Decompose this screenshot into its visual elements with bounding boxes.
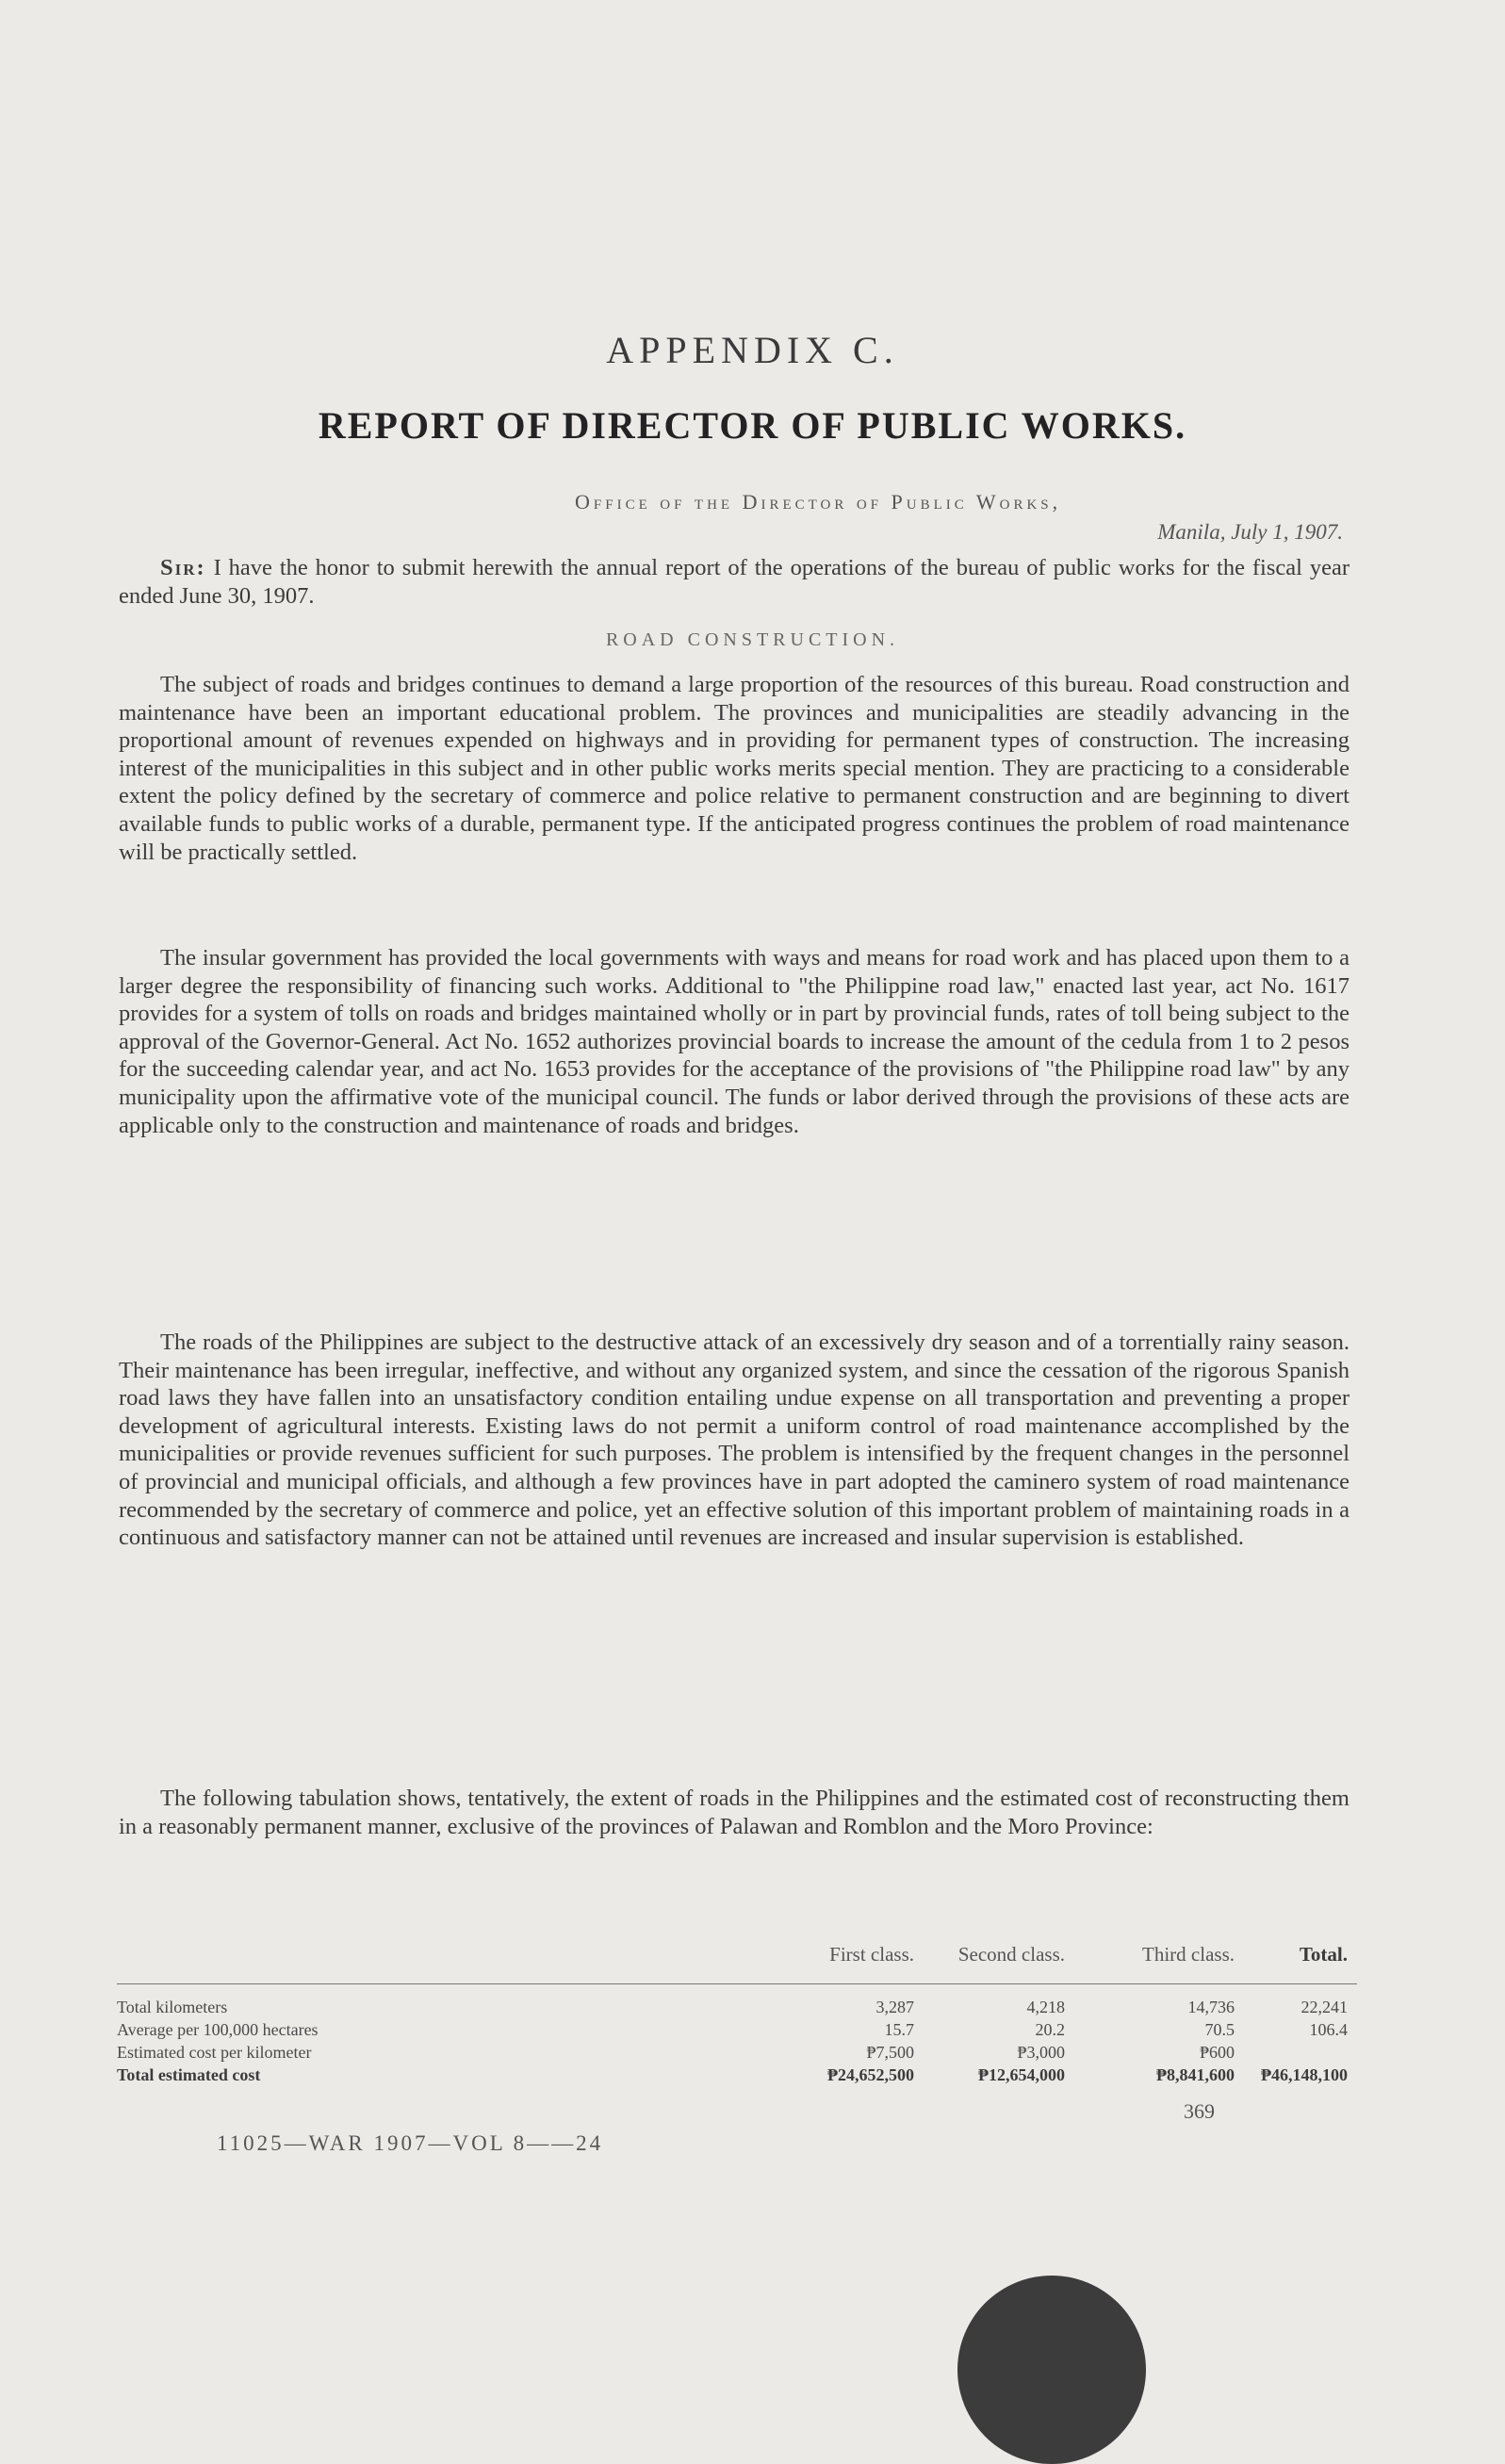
paragraph-text: The subject of roads and bridges continues to demand a large proportion of the resources of this bureau. Road construction and maintenance have been an important educational problem. The provinces and municipalities are steadily advancing in the proportional amount of revenues expended on highways and in providing for permanent types of construction. The increasing interest of the municipalities in this subject and in other public works merits special mention. They are practicing to a considerable extent the policy defined by the secretary of commerce and police relative to permanent construction and are beginning to divert available funds to public works of a durable, permanent type. If the anticipated progress continues the problem of road maintenance will be practically settled. <box>119 672 1350 865</box>
label-header <box>117 1943 792 1984</box>
paragraph-text: The roads of the Philippines are subject to the destructive attack of an excessively dry season and of a torrentially rainy season. Their maintenance has been irregular, ineffective, and without any organized system, and since the cessation of the rigorous Spanish road laws they have fallen into an unsatisfactory condition entailing undue expense on all transportation and preventing a proper development of agricultural interests. Existing laws do not permit a uniform control of road maintenance accomplished by the municipalities or provide revenues sufficient for such purposes. The problem is intensified by the frequent changes in the personnel of provincial and municipal officials, and although a few provinces have in part adopted the caminero system of road maintenance recommended by the secretary of commerce and police, yet an effective solution of this important problem of maintaining roads in a continuous and satisfactory manner can not be attained until revenues are increased and insular supervision is established. <box>119 1330 1350 1551</box>
cell-second: 4,218 <box>1026 1998 1065 2016</box>
cell-third: 70.5 <box>1204 2020 1235 2039</box>
table-row <box>117 1984 1357 2019</box>
row-label: Average per 100,000 hectares <box>117 2020 319 2039</box>
paragraph-text: The following tabulation shows, tentatively, the extent of roads in the Philippines and the estimated cost of reconstructing them in a reasonably permanent manner, exclusive of the provinces of Palawan and Romblon and the Moro Province: <box>119 1786 1350 1839</box>
page-number: 369 <box>1184 2099 1215 2123</box>
header-total: Total. <box>1244 1943 1357 1984</box>
table-header-row <box>117 1943 1357 1984</box>
cell-second: ₱12,654,000 <box>978 2065 1065 2084</box>
cell-first: ₱24,652,500 <box>827 2065 914 2084</box>
cell-second: 20.2 <box>1035 2020 1065 2039</box>
table-row <box>117 2064 1357 2086</box>
row-label: Total kilometers <box>117 1998 228 2016</box>
cell-first: ₱7,500 <box>866 2043 914 2062</box>
dateline: Manila, July 1, 1907. <box>1157 520 1343 544</box>
paragraph-4 <box>119 1785 1350 1840</box>
roads-table <box>117 1943 1357 2086</box>
salutation-sir: Sir: <box>160 555 206 580</box>
table-row <box>117 2018 1357 2041</box>
cell-total: 22,241 <box>1301 1998 1348 2016</box>
printer-signature: 11025—WAR 1907—VOL 8——24 <box>217 2131 604 2155</box>
cell-third: 14,736 <box>1187 1998 1235 2016</box>
paragraph-2 <box>119 944 1350 1139</box>
paragraph-3 <box>119 1329 1350 1552</box>
table-row <box>117 2041 1357 2064</box>
cell-total: 106.4 <box>1309 2020 1348 2039</box>
salutation <box>119 554 1350 610</box>
header-second-class: Second class. <box>924 1943 1074 1984</box>
cell-third: ₱8,841,600 <box>1156 2065 1235 2084</box>
office-line: Office of the Director of Public Works, <box>575 490 1062 514</box>
cell-total <box>1244 2041 1357 2064</box>
stamp-mark <box>957 2276 1146 2464</box>
salutation-text: I have the honor to submit herewith the annual report of the operations of the bureau of public works for the fiscal year ended June 30, 1907. <box>119 555 1350 609</box>
row-label: Estimated cost per kilometer <box>117 2043 312 2062</box>
cell-first: 15.7 <box>884 2020 914 2039</box>
appendix-heading: APPENDIX C. <box>606 329 899 371</box>
header-first-class: First class. <box>792 1943 924 1984</box>
report-title: REPORT OF DIRECTOR OF PUBLIC WORKS. <box>318 404 1187 447</box>
row-label: Total estimated cost <box>117 2065 261 2084</box>
paragraph-text: The insular government has provided the local governments with ways and means for road work and has placed upon them to a larger degree the responsibility of financing such works. Additional to "the Philippine road law," enacted last year, act No. 1617 provides for a system of tolls on roads and bridges maintained wholly or in part by provincial funds, rates of toll being subject to the approval of the Governor-General. Act No. 1652 authorizes provincial boards to increase the amount of the cedula from 1 to 2 pesos for the succeeding calendar year, and act No. 1653 provides for the acceptance of the provisions of "the Philippine road law" by any municipality upon the affirmative vote of the municipal council. The funds or labor derived through the provisions of these acts are applicable only to the construction and maintenance of roads and bridges. <box>119 945 1350 1138</box>
header-third-class: Third class. <box>1074 1943 1244 1984</box>
cell-total: ₱46,148,100 <box>1261 2065 1348 2084</box>
section-heading: ROAD CONSTRUCTION. <box>605 629 900 650</box>
cell-first: 3,287 <box>875 1998 914 2016</box>
cell-third: ₱600 <box>1199 2043 1235 2062</box>
cell-second: ₱3,000 <box>1017 2043 1065 2062</box>
paragraph-1 <box>119 671 1350 866</box>
